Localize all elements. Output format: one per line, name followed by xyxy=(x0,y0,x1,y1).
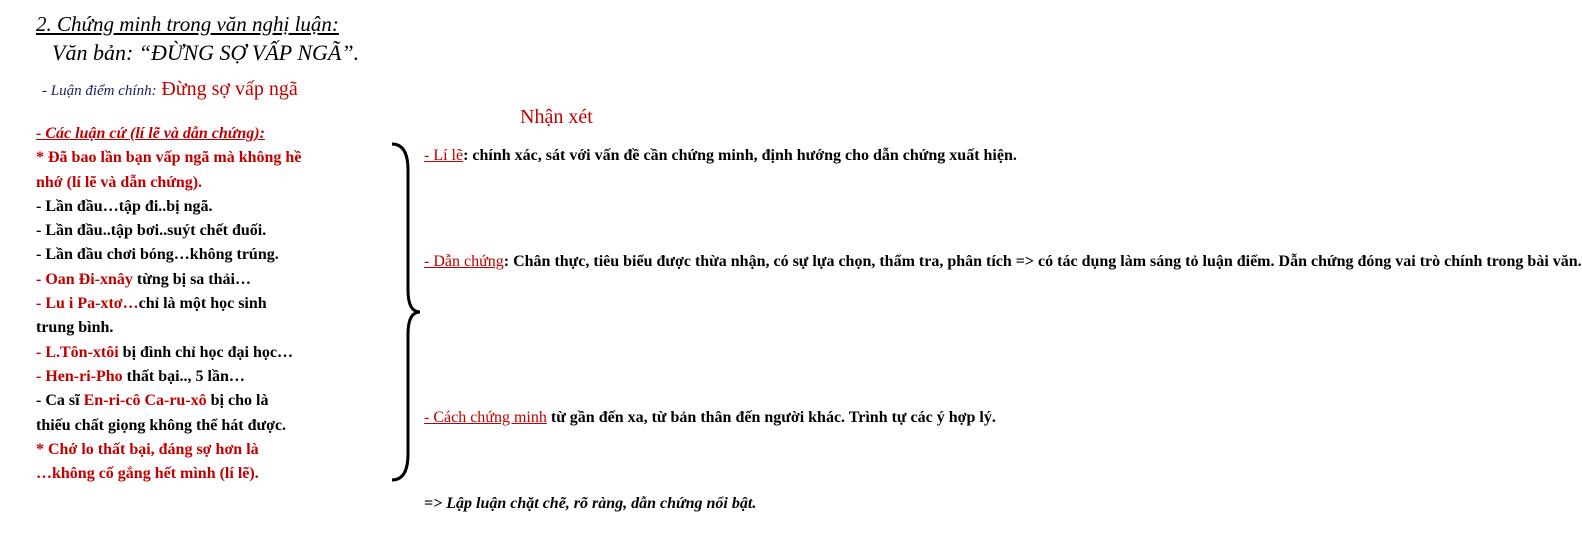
slide-heading: 2. Chứng minh trong văn nghị luận: xyxy=(36,12,339,36)
evidence-item-pasteur-cont: trung bình. xyxy=(36,319,114,337)
evidence-item: - Lần đầu chơi bóng…không trúng. xyxy=(36,246,279,264)
arguments-title: - Các luận cứ (lí lẽ và dẫn chứng): xyxy=(36,125,265,142)
remark-method-text: từ gần đến xa, từ bản thân đến người khác. Trình tự các ý hợp lý. xyxy=(546,409,996,426)
conclusion-line-1: * Chớ lo thất bại, đáng sợ hơn là xyxy=(36,440,259,458)
remarks-heading: Nhận xét xyxy=(520,106,593,128)
evidence-item-tolstoy xyxy=(36,341,376,365)
disney-name: - Oan Đi-xnây xyxy=(36,270,133,288)
main-thesis xyxy=(42,78,298,101)
pasteur-name: - Lu i Pa-xtơ… xyxy=(36,295,139,313)
remark-reasoning-text: : chính xác, sát với vấn đề cần chứng minh, định hướng cho dẫn chứng xuất hiện. xyxy=(463,147,1017,164)
remark-reasoning xyxy=(424,144,1017,168)
conclusion-line-2: …không cố gắng hết mình (lí lẽ). xyxy=(36,465,259,483)
text-title: Văn bản: “ĐỪNG SỢ VẤP NGÃ”. xyxy=(52,40,360,65)
caruso-name: En-ri-cô Ca-ru-xô xyxy=(83,392,207,410)
evidence-item-caruso xyxy=(36,389,376,413)
remark-evidence-key: - Dẫn chứng xyxy=(424,253,504,270)
main-thesis-value: Đừng sợ vấp ngã xyxy=(161,78,298,100)
caruso-text: bị cho là xyxy=(206,392,269,410)
evidence-item-pasteur xyxy=(36,292,376,316)
right-brace-icon xyxy=(388,140,422,484)
remark-conclusion: => Lập luận chặt chẽ, rõ ràng, dẫn chứng nổi bật. xyxy=(424,495,757,512)
evidence-item: - Lần đầu…tập đi..bị ngã. xyxy=(36,197,213,215)
evidence-item-caruso-cont: thiếu chất giọng không thể hát được. xyxy=(36,416,287,434)
evidence-item-ford xyxy=(36,365,376,389)
evidence-item: - Lần đầu..tập bơi..suýt chết đuối. xyxy=(36,222,267,240)
remark-evidence xyxy=(424,250,1582,274)
disney-text: từng bị sa thải… xyxy=(132,270,251,288)
pasteur-text: chỉ là một học sinh xyxy=(138,295,267,313)
arguments-column xyxy=(36,122,376,486)
remark-method-key: - Cách chứng minh xyxy=(424,409,547,426)
remark-evidence-text: : Chân thực, tiêu biểu được thừa nhận, có sự lựa chọn, thẩm tra, phân tích => có tác dụng làm sáng tỏ luận điểm. Dẫn chứng đóng vai trò chính trong bài văn. xyxy=(503,253,1582,270)
ford-text: thất bại.., 5 lần… xyxy=(122,367,245,385)
tolstoy-name: - L.Tôn-xtôi xyxy=(36,343,119,361)
ford-name: - Hen-ri-Pho xyxy=(36,367,123,385)
tolstoy-text: bị đình chỉ học đại học… xyxy=(118,343,293,361)
remark-method xyxy=(424,406,996,430)
caruso-prefix: - Ca sĩ xyxy=(36,392,84,410)
evidence-item-disney xyxy=(36,268,376,292)
remark-reasoning-key: - Lí lẽ xyxy=(424,147,464,164)
argument-intro-line-2: nhớ (lí lẽ và dẫn chứng). xyxy=(36,173,203,191)
argument-intro-line-1: * Đã bao lần bạn vấp ngã mà không hề xyxy=(36,149,302,167)
main-thesis-label: - Luận điểm chính: xyxy=(42,83,157,99)
